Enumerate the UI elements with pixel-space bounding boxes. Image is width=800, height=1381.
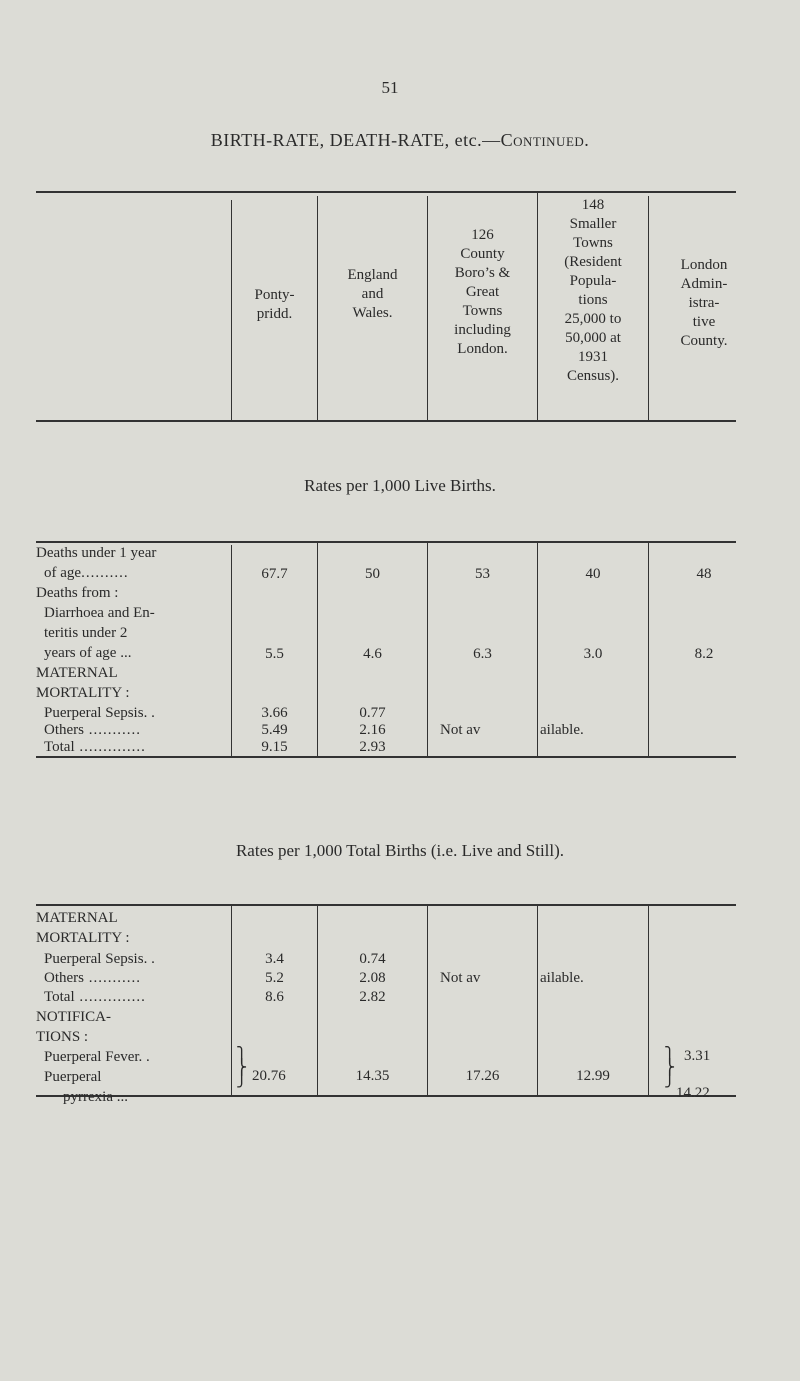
row-label-text: Total	[44, 739, 75, 755]
section2-divider-4	[537, 906, 538, 1095]
brace-glyph: ⎫ ⎬ ⎭	[664, 1048, 676, 1088]
column-header-smaller-towns	[538, 196, 648, 386]
table-cell: 8.6	[265, 989, 284, 1005]
leader-dots: ..............	[74, 989, 146, 1005]
row-label: MATERNAL	[36, 910, 118, 926]
page-title	[0, 130, 800, 151]
header-line: 1931	[578, 349, 608, 365]
row-label	[44, 739, 146, 756]
table-cell: 3.0	[583, 646, 603, 662]
table-cell: 8.2	[694, 646, 714, 662]
leader-dots: ...........	[84, 970, 141, 986]
leader-dots: ...........	[84, 722, 141, 738]
table-cell: 3.4	[265, 951, 284, 967]
table-cell: 5.49	[261, 722, 288, 738]
table-cell: 5.2	[265, 970, 284, 986]
row-label: NOTIFICA-	[36, 1009, 111, 1025]
table-cell: 2.16	[359, 722, 386, 738]
header-line: London	[680, 257, 728, 273]
header-line: Great	[465, 284, 500, 300]
row-label: MORTALITY :	[36, 685, 130, 701]
table-cell: 3.31	[684, 1048, 711, 1064]
header-line: County	[460, 246, 505, 262]
row-label: Puerperal Fever. .	[44, 1049, 150, 1065]
table-cell: 50	[365, 566, 380, 582]
table-cell: 9.15	[261, 739, 288, 755]
row-label-text: Others	[44, 970, 84, 986]
section2-top-rule	[36, 904, 736, 906]
header-line: London.	[457, 341, 508, 357]
table-cell: 0.74	[359, 951, 386, 967]
row-label: pyrrexia ...	[63, 1089, 128, 1105]
row-label: MATERNAL	[36, 665, 118, 681]
table-cell: 14.22	[676, 1085, 710, 1101]
header-line: pridd.	[256, 306, 293, 322]
header-line: 148	[581, 197, 605, 213]
table-cell: 48	[696, 566, 712, 582]
header-line: and	[361, 286, 384, 302]
row-label	[44, 989, 146, 1006]
header-line: Towns	[573, 235, 613, 251]
column-header-pontypridd	[232, 286, 317, 324]
header-line: Admin-	[680, 276, 728, 292]
section2-caption: Rates per 1,000 Total Births (i.e. Live and Still).	[235, 841, 565, 860]
column-header-england-wales	[318, 266, 427, 323]
header-line: Boro’s &	[454, 265, 511, 281]
brace-glyph: ⎫ ⎬ ⎭	[236, 1048, 248, 1088]
header-line: including	[454, 322, 511, 338]
table-cell: 2.08	[359, 970, 386, 986]
row-label: Deaths from :	[36, 585, 119, 601]
title-main: BIRTH-RATE, DEATH-RATE, etc.	[210, 130, 483, 150]
section2-divider-5	[648, 906, 649, 1095]
table-cell: 14.35	[355, 1068, 390, 1084]
table-cell: 5.5	[265, 646, 284, 662]
header-bottom-rule	[36, 420, 736, 422]
table-cell: 67.7	[261, 566, 288, 582]
header-line: England	[347, 267, 398, 283]
table-cell: 12.99	[576, 1068, 610, 1084]
not-available-text: ailable.	[540, 722, 584, 738]
leader-dots: ..............	[74, 739, 146, 755]
row-label: Deaths under 1 year	[36, 545, 157, 561]
section2-divider-3	[427, 906, 428, 1095]
column-header-london	[649, 256, 759, 351]
table-cell: 2.82	[359, 989, 386, 1005]
table-cell: 3.66	[261, 705, 288, 721]
row-label-text: Others	[44, 722, 84, 738]
row-label: Puerperal Sepsis. .	[44, 951, 155, 967]
title-suffix: —Continued.	[482, 130, 590, 150]
not-available-text: Not av	[440, 722, 481, 738]
table-cell: 53	[475, 566, 490, 582]
leader-dots: ..........	[81, 565, 129, 581]
section1-top-rule	[36, 541, 736, 543]
header-line: 126	[471, 227, 494, 243]
row-label-text: of age	[44, 565, 82, 581]
row-label: years of age ...	[44, 645, 132, 661]
column-header-county-boroughs	[428, 226, 537, 359]
row-label: MORTALITY :	[36, 930, 130, 946]
table-cell: 40	[585, 566, 601, 582]
header-line: Towns	[462, 303, 503, 319]
table-cell: 20.76	[252, 1068, 286, 1084]
row-label: TIONS :	[36, 1029, 89, 1045]
section2-bottom-rule	[36, 1095, 736, 1097]
header-line: (Resident	[564, 254, 622, 270]
header-line: Ponty-	[254, 287, 295, 303]
section1-caption: Rates per 1,000 Live Births.	[304, 476, 496, 495]
table-cell: 4.6	[363, 646, 382, 662]
header-line: Smaller	[569, 216, 617, 232]
table-cell: 2.93	[359, 739, 386, 755]
row-label: Puerperal	[44, 1069, 102, 1085]
header-line: tive	[692, 314, 716, 330]
row-label	[44, 565, 129, 582]
header-line: Census).	[566, 368, 620, 384]
header-line: tions	[578, 292, 608, 308]
row-label: Diarrhoea and En-	[44, 605, 155, 621]
row-label	[44, 970, 141, 987]
header-line: Wales.	[352, 305, 393, 321]
header-line: istra-	[688, 295, 720, 311]
header-line: Popula-	[569, 273, 617, 289]
table-cell: 17.26	[465, 1068, 500, 1084]
not-available-text: Not av	[440, 970, 481, 986]
row-label: teritis under 2	[44, 625, 128, 641]
header-line: County.	[680, 333, 728, 349]
table-cell: 0.77	[359, 705, 386, 721]
header-top-rule	[36, 191, 736, 193]
header-line: 25,000 to	[564, 311, 622, 327]
section1-bottom-rule	[36, 756, 736, 758]
row-label: Puerperal Sepsis. .	[44, 705, 155, 721]
header-line: 50,000 at	[565, 330, 621, 346]
table-cell: 6.3	[473, 646, 492, 662]
page-number: 51	[381, 78, 399, 97]
row-label	[44, 722, 141, 739]
row-label-text: Total	[44, 989, 75, 1005]
not-available-text: ailable.	[540, 970, 584, 986]
